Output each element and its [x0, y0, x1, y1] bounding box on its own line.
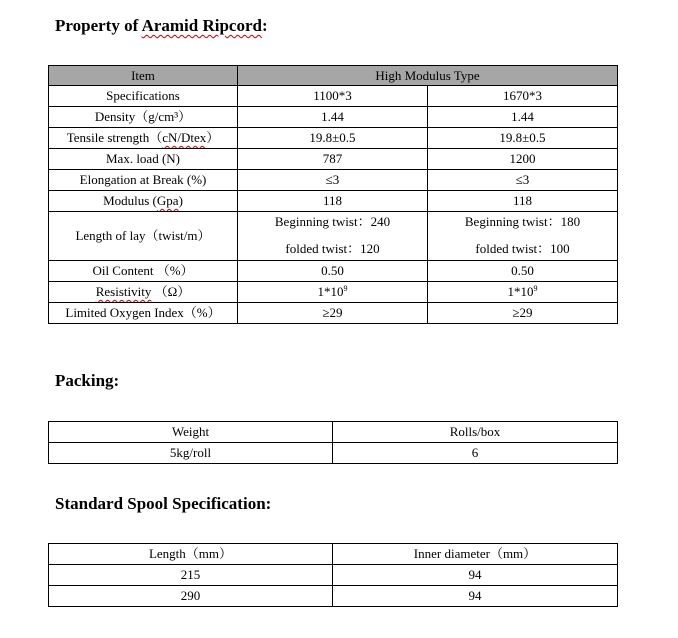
- property-table: [48, 65, 618, 324]
- property-heading: [55, 16, 268, 36]
- weight-value: 5kg/roll: [49, 443, 333, 464]
- property-heading-prefix: Property of: [55, 16, 142, 35]
- row-value: ≥29: [428, 303, 618, 324]
- property-heading-suffix: :: [261, 16, 268, 35]
- table-row: [49, 565, 618, 586]
- row-label: Length of lay（twist/m）: [49, 212, 238, 261]
- row-value: 118: [428, 191, 618, 212]
- row-label: [49, 128, 238, 149]
- value-exponent: 9: [343, 284, 348, 293]
- diameter-value: 94: [333, 565, 618, 586]
- table-header-row: [49, 422, 618, 443]
- row-label-suffix: ）: [206, 130, 220, 145]
- table-row: [49, 586, 618, 607]
- row-label: [49, 282, 238, 303]
- header-type: High Modulus Type: [238, 66, 618, 86]
- row-label-prefix: Tensile strength（: [66, 130, 163, 145]
- row-label-prefix: Modulus (: [103, 193, 157, 208]
- spool-heading: Standard Spool Specification:: [55, 494, 272, 513]
- row-value: ≤3: [238, 170, 428, 191]
- row-value: 118: [238, 191, 428, 212]
- row-value: 1.44: [238, 107, 428, 128]
- row-value: ≥29: [238, 303, 428, 324]
- row-value: ≤3: [428, 170, 618, 191]
- table-row: [49, 149, 618, 170]
- value-exponent: 9: [533, 284, 538, 293]
- table-row: [49, 261, 618, 282]
- table-row: [49, 212, 618, 261]
- packing-heading: Packing:: [55, 371, 120, 390]
- row-value: 0.50: [428, 261, 618, 282]
- row-label: Limited Oxygen Index（%）: [49, 303, 238, 324]
- row-value: 0.50: [238, 261, 428, 282]
- beginning-twist-value: Beginning twist：180: [464, 214, 581, 229]
- row-label: [49, 191, 238, 212]
- table-row: [49, 191, 618, 212]
- table-row: [49, 86, 618, 107]
- table-row: [49, 170, 618, 191]
- header-item: Item: [49, 66, 238, 86]
- packing-table: [48, 421, 618, 464]
- property-table-header-row: [49, 66, 618, 86]
- row-label-suffix: （Ω）: [151, 284, 191, 299]
- row-value: [238, 212, 428, 261]
- row-label-name: Resistivity: [95, 284, 152, 299]
- beginning-twist-value: Beginning twist：240: [274, 214, 391, 229]
- row-label: Oil Content （%）: [49, 261, 238, 282]
- property-heading-brand: Aramid Ripcord: [141, 16, 262, 35]
- row-label: Density（g/cm³）: [49, 107, 238, 128]
- header-weight: Weight: [49, 422, 333, 443]
- spool-table: [48, 543, 618, 607]
- rolls-value: 6: [333, 443, 618, 464]
- row-label: Specifications: [49, 86, 238, 107]
- length-value: 215: [49, 565, 333, 586]
- row-value: [238, 282, 428, 303]
- table-row: [49, 128, 618, 149]
- value-base: 1*10: [317, 284, 344, 299]
- header-inner-diameter: Inner diameter（mm）: [333, 544, 618, 565]
- row-value: 19.8±0.5: [428, 128, 618, 149]
- folded-twist-value: folded twist：120: [285, 241, 380, 256]
- row-label: Max. load (N): [49, 149, 238, 170]
- length-value: 290: [49, 586, 333, 607]
- table-row: [49, 107, 618, 128]
- folded-twist-value: folded twist：100: [475, 241, 570, 256]
- row-label: Elongation at Break (%): [49, 170, 238, 191]
- row-value: 19.8±0.5: [238, 128, 428, 149]
- row-value: 1200: [428, 149, 618, 170]
- row-value: 1.44: [428, 107, 618, 128]
- row-value: 1670*3: [428, 86, 618, 107]
- row-label-unit: Gpa: [156, 193, 179, 208]
- diameter-value: 94: [333, 586, 618, 607]
- row-value: [428, 282, 618, 303]
- table-row: [49, 282, 618, 303]
- header-rolls-per-box: Rolls/box: [333, 422, 618, 443]
- row-value: 1100*3: [238, 86, 428, 107]
- row-value: [428, 212, 618, 261]
- row-value: 787: [238, 149, 428, 170]
- table-row: [49, 443, 618, 464]
- row-label-unit: cN/Dtex: [162, 130, 207, 145]
- header-length: Length（mm）: [49, 544, 333, 565]
- value-base: 1*10: [507, 284, 534, 299]
- table-header-row: [49, 544, 618, 565]
- table-row: [49, 303, 618, 324]
- row-label-suffix: ): [178, 193, 183, 208]
